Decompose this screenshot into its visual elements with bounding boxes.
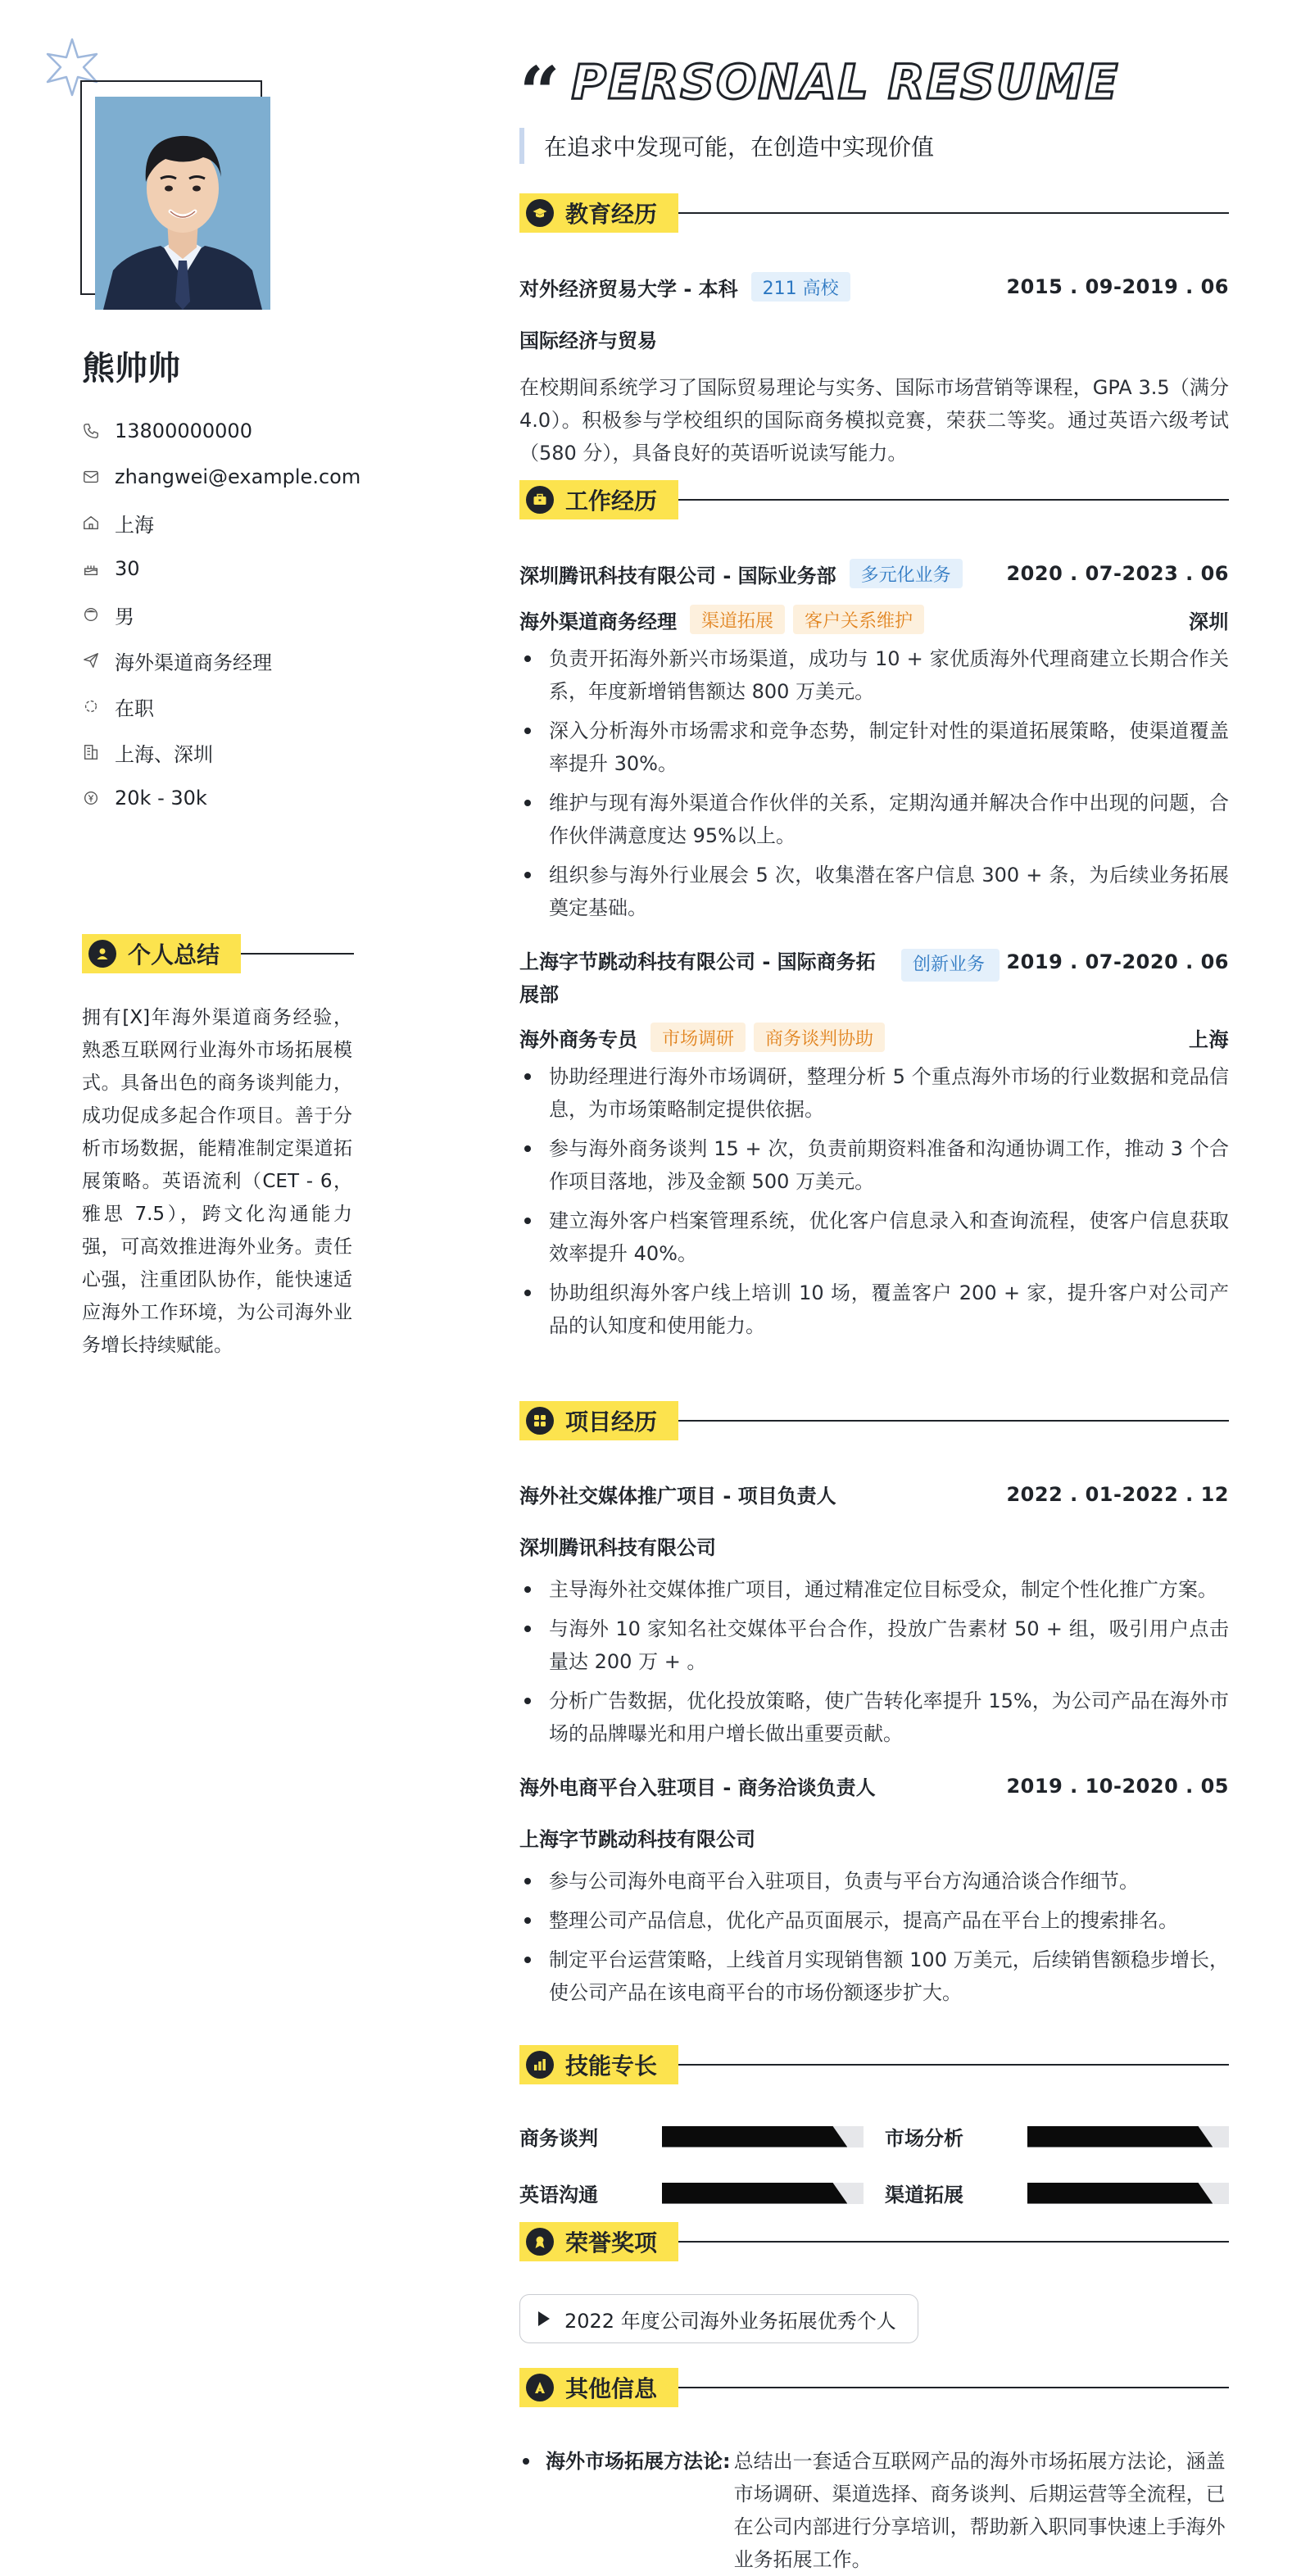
list-item: 参与公司海外电商平台入驻项目，负责与平台方沟通洽谈合作细节。	[519, 1865, 1229, 1898]
education-divider	[678, 212, 1229, 214]
education-school: 对外经济贸易大学 - 本科	[519, 277, 738, 301]
list-item: 协助经理进行海外市场调研，整理分析 5 个重点海外市场的行业数据和竞品信息，为市场策略制定提供依据。	[519, 1060, 1229, 1126]
list-item: 组织参与海外行业展会 5 次，收集潜在客户信息 300 + 条，为后续业务拓展奠定基础。	[519, 859, 1229, 924]
skill-bar	[1027, 2126, 1229, 2147]
info-salary	[82, 775, 360, 821]
work-divider	[678, 499, 1229, 501]
skills-title-pill	[519, 2045, 678, 2084]
job-1-role: 海外渠道商务经理	[519, 610, 677, 633]
info-gender	[82, 592, 360, 637]
salary-icon	[82, 789, 100, 807]
job-2-header-row	[519, 946, 1229, 1011]
projects-title: 项目经历	[565, 1408, 658, 1435]
list-item: 制定平台运营策略，上线首月实现销售额 100 万美元，后续销售额稳步增长，使公司产品在该电商平台的市场份额逐步扩大。	[519, 1943, 1229, 2009]
project-2-header-row	[519, 1771, 1229, 1800]
job-1-company-group	[519, 559, 963, 588]
education-desc: 在校期间系统学习了国际贸易理论与实务、国际市场营销等课程，GPA 3.5（满分 4.0）。积极参与学校组织的国际商务模拟竞赛，荣获二等奖。通过英语六级考试（580 分），具备良好的英语听说读写能力。	[519, 376, 1229, 465]
other-divider	[678, 2387, 1229, 2388]
skill-bar-fill	[662, 2126, 847, 2147]
job-2-role-row	[519, 1023, 1229, 1052]
work-section	[519, 480, 1229, 1349]
skill-item	[519, 2122, 864, 2151]
job-2-skill-tag: 市场调研	[650, 1023, 746, 1052]
skills-title: 技能专长	[565, 2052, 658, 2079]
list-item: 与海外 10 家知名社交媒体平台合作，投放广告素材 50 + 组，吸引用户点击量达 200 万 + 。	[519, 1612, 1229, 1678]
building-icon	[82, 743, 100, 761]
briefcase-icon	[526, 486, 554, 514]
info-age	[82, 546, 360, 592]
job-2-tag: 创新业务	[901, 949, 1000, 982]
education-tag: 211 高校	[751, 272, 850, 302]
project-1-name: 海外社交媒体推广项目 - 项目负责人	[519, 1485, 836, 1508]
job-1-tag: 多元化业务	[850, 559, 963, 588]
info-email	[82, 454, 360, 500]
skill-name: 渠道拓展	[885, 2184, 963, 2206]
work-title: 工作经历	[565, 488, 658, 515]
other-title: 其他信息	[565, 2375, 658, 2402]
job-2-bullets	[519, 1060, 1229, 1342]
info-salary-text: 20k - 30k	[115, 787, 207, 810]
sidebar	[0, 0, 426, 2551]
info-icon	[526, 2374, 554, 2401]
portrait-illustration	[95, 97, 270, 310]
graduation-cap-icon	[526, 199, 554, 227]
summary-text: 拥有[X]年海外渠道商务经验，熟悉互联网行业海外市场拓展模式。具备出色的商务谈判能力，成功促成多起合作项目。善于分析市场数据，能精准制定渠道拓展策略。英语流利（CET - 6，雅思 7.5），跨文化沟通能力强，可高效推进海外业务。责任心强，注重团队协作，能快速适应海外工作环境，为公司海外业务增长持续赋能。	[82, 1007, 352, 1356]
grid-icon	[526, 1407, 554, 1435]
job-1-bullets	[519, 642, 1229, 924]
education-title: 教育经历	[565, 201, 658, 228]
info-city	[82, 729, 360, 775]
chart-icon	[526, 2051, 554, 2079]
work-section-head	[519, 480, 1229, 519]
medal-icon	[526, 2228, 554, 2256]
info-status-text: 在职	[115, 696, 154, 720]
info-city-text: 上海、深圳	[115, 742, 213, 766]
list-item: 维护与现有海外渠道合作伙伴的关系，定期沟通并解决合作中出现的问题，合作伙伴满意度达 95%以上。	[519, 787, 1229, 852]
job-2-skill-tag: 商务谈判协助	[754, 1023, 885, 1052]
project-2-bullets	[519, 1865, 1229, 2009]
awards-section-head	[519, 2222, 1229, 2261]
profile-name: 熊帅帅	[82, 350, 180, 388]
project-1-bullets	[519, 1573, 1229, 1750]
info-phone	[82, 408, 360, 454]
home-icon	[82, 514, 100, 532]
skill-item	[885, 2122, 1229, 2151]
resume-title	[519, 49, 1120, 134]
job-1-company: 深圳腾讯科技有限公司 - 国际业务部	[519, 564, 836, 587]
awards-title-pill	[519, 2222, 678, 2261]
project-2-date: 2019 . 10-2020 . 05	[1006, 1774, 1229, 1798]
skill-bar	[662, 2126, 864, 2147]
gender-icon	[82, 605, 100, 624]
project-2-name: 海外电商平台入驻项目 - 商务洽谈负责人	[519, 1776, 876, 1799]
project-1-header-row	[519, 1480, 1229, 1508]
user-icon	[88, 940, 116, 968]
job-2-role-group	[519, 1023, 885, 1052]
job-2-city: 上海	[1189, 1027, 1229, 1051]
cake-icon	[82, 560, 100, 578]
job-1-date: 2020 . 07-2023 . 06	[1006, 562, 1229, 585]
resume-title-text: PERSONAL RESUME	[571, 54, 1120, 110]
job-1-skill-tag: 渠道拓展	[690, 605, 785, 634]
other-section	[519, 2368, 1229, 2576]
summary-title-pill	[82, 934, 241, 973]
job-1-city: 深圳	[1189, 610, 1229, 633]
skill-name: 市场分析	[885, 2127, 963, 2150]
job-2-role: 海外商务专员	[519, 1027, 637, 1051]
projects-divider	[678, 1420, 1229, 1422]
other-label: 海外市场拓展方法论:	[546, 2450, 731, 2473]
info-phone-text: 13800000000	[115, 420, 252, 442]
play-triangle-icon	[538, 2311, 550, 2326]
info-position	[82, 637, 360, 683]
summary-section-head	[82, 934, 354, 973]
info-email-text: zhangwei@example.com	[115, 465, 361, 488]
skills-section-head	[519, 2045, 1229, 2084]
skills-divider	[678, 2064, 1229, 2066]
job-2-date: 2019 . 07-2020 . 06	[1006, 950, 1229, 973]
info-location-text: 上海	[115, 513, 154, 537]
job-1-header-row	[519, 559, 1229, 588]
info-gender-text: 男	[115, 605, 134, 628]
education-major: 国际经济与贸易	[519, 329, 657, 352]
awards-divider	[678, 2241, 1229, 2243]
list-item: 参与海外商务谈判 15 + 次，负责前期资料准备和沟通协调工作，推动 3 个合作项目落地，涉及金额 500 万美元。	[519, 1132, 1229, 1198]
other-item	[519, 2445, 1229, 2576]
bullet-dot	[523, 2458, 529, 2465]
education-title-pill	[519, 193, 678, 233]
skill-bar	[662, 2183, 864, 2204]
summary-title: 个人总结	[128, 941, 220, 968]
list-item: 协助组织海外客户线上培训 10 场，覆盖客户 200 + 家，提升客户对公司产品的认知度和使用能力。	[519, 1277, 1229, 1342]
skill-bar-fill	[1027, 2126, 1213, 2147]
list-item: 建立海外客户档案管理系统，优化客户信息录入和查询流程，使客户信息获取效率提升 40%。	[519, 1204, 1229, 1270]
job-1-skill-tag: 客户关系维护	[793, 605, 924, 634]
list-item: 主导海外社交媒体推广项目，通过精准定位目标受众，制定个性化推广方案。	[519, 1573, 1229, 1606]
project-1-company: 深圳腾讯科技有限公司	[519, 1536, 716, 1559]
work-title-pill	[519, 480, 678, 519]
award-text: 2022 年度公司海外业务拓展优秀个人	[564, 2309, 896, 2333]
list-item: 深入分析海外市场需求和竞争态势，制定针对性的渠道拓展策略，使渠道覆盖率提升 30%。	[519, 714, 1229, 780]
send-icon	[82, 651, 100, 669]
education-section	[519, 193, 1229, 469]
other-section-head	[519, 2368, 1229, 2407]
mail-icon	[82, 468, 100, 486]
contact-info-list	[82, 408, 360, 821]
skill-item	[885, 2179, 1229, 2207]
skill-bar	[1027, 2183, 1229, 2204]
projects-section-head	[519, 1401, 1229, 1440]
other-title-pill	[519, 2368, 678, 2407]
job-1-role-group	[519, 605, 924, 634]
skill-bar-fill	[662, 2183, 847, 2204]
quote-mark-icon: “	[519, 52, 560, 134]
phone-icon	[82, 422, 100, 440]
skills-section	[519, 2045, 1229, 2207]
awards-section	[519, 2222, 1229, 2343]
info-age-text: 30	[115, 557, 140, 580]
info-position-text: 海外渠道商务经理	[115, 651, 272, 674]
status-icon	[82, 697, 100, 715]
job-2-company-group	[519, 946, 1000, 1011]
job-1-role-row	[519, 605, 1229, 634]
education-section-head	[519, 193, 1229, 233]
skill-bar-fill	[1027, 2183, 1213, 2204]
award-badge	[519, 2294, 918, 2343]
education-school-group	[519, 272, 850, 302]
skill-item	[519, 2179, 864, 2207]
summary-divider	[241, 953, 354, 955]
motto: 在追求中发现可能，在创造中实现价值	[519, 128, 934, 164]
skills-grid	[519, 2122, 1229, 2207]
job-2-company: 上海字节跳动科技有限公司 - 国际商务拓展部	[519, 950, 876, 1006]
awards-title: 荣誉奖项	[565, 2229, 658, 2256]
list-item: 负责开拓海外新兴市场渠道，成功与 10 + 家优质海外代理商建立长期合作关系，年度新增销售额达 800 万美元。	[519, 642, 1229, 708]
education-header-row	[519, 272, 1229, 302]
project-2-company: 上海字节跳动科技有限公司	[519, 1828, 755, 1851]
list-item: 分析广告数据，优化投放策略，使广告转化率提升 15%，为公司产品在海外市场的品牌曝光和用户增长做出重要贡献。	[519, 1685, 1229, 1750]
projects-title-pill	[519, 1401, 678, 1440]
education-date: 2015 . 09-2019 . 06	[1006, 275, 1229, 298]
projects-section	[519, 1401, 1229, 2016]
project-1-date: 2022 . 01-2022 . 12	[1006, 1482, 1229, 1506]
skill-name: 商务谈判	[519, 2127, 598, 2150]
other-text: 总结出一套适合互联网产品的海外市场拓展方法论，涵盖市场调研、渠道选择、商务谈判、后期运营等全流程，已在公司内部进行分享培训，帮助新入职同事快速上手海外业务拓展工作。	[733, 2450, 1226, 2571]
list-item: 整理公司产品信息，优化产品页面展示，提高产品在平台上的搜索排名。	[519, 1904, 1229, 1937]
info-location	[82, 500, 360, 546]
info-status	[82, 683, 360, 729]
avatar	[95, 97, 270, 310]
skill-name: 英语沟通	[519, 2184, 598, 2206]
